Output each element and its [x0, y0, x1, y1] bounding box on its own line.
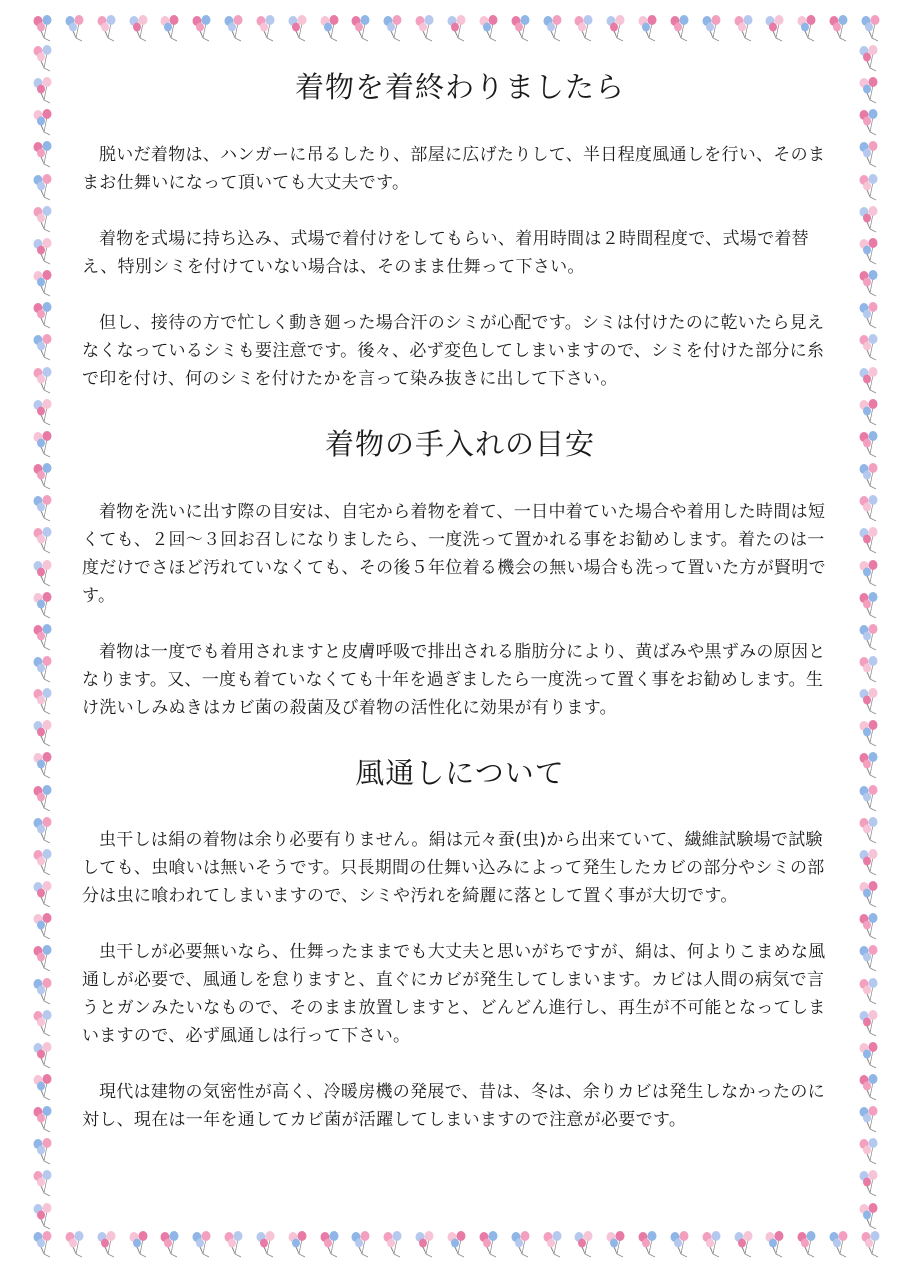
- balloon-bunch-icon: [348, 14, 374, 42]
- balloon-bunch-icon: [856, 462, 882, 490]
- balloon-bunch-icon: [30, 108, 56, 136]
- balloon-bunch-icon: [826, 1230, 852, 1258]
- balloon-bunch-icon: [635, 14, 661, 42]
- balloon-bunch-icon: [603, 14, 629, 42]
- balloon-bunch-icon: [856, 912, 882, 940]
- balloon-bunch-icon: [30, 1041, 56, 1069]
- balloon-bunch-icon: [856, 494, 882, 522]
- balloon-bunch-icon: [285, 1230, 311, 1258]
- balloon-bunch-icon: [30, 719, 56, 747]
- balloon-bunch-icon: [30, 430, 56, 458]
- balloon-bunch-icon: [856, 1137, 882, 1165]
- balloon-bunch-icon: [856, 1105, 882, 1133]
- balloon-bunch-icon: [856, 687, 882, 715]
- paragraph: 現代は建物の気密性が高く、冷暖房機の発展で、昔は、冬は、余りカビは発生しなかったのに対し、現在は一年を通してカビ菌が活躍してしまいますので注意が必要です。: [82, 1082, 825, 1131]
- balloon-bunch-icon: [30, 784, 56, 812]
- paragraph: 但し、接待の方で忙しく動き廻った場合汗のシミが心配です。シミは付けたのに乾いたら見えなくなっているシミも要注意です。後々、必ず変色してしまいますので、シミを付けた部分に糸で印を付け、何のシミを付けたかを言って染み抜きに出して下さい。: [82, 312, 825, 389]
- paragraph: 着物を洗いに出す際の目安は、自宅から着物を着て、一日中着ていた場合や着用した時間は短くても、２回〜３回お召しになりましたら、一度洗って置かれる事をお勧めします。着たのは一度だけでさほど汚れていなくても、その後５年位着る機会の無い場合も洗って置いた方が賢明です。: [82, 501, 826, 606]
- balloon-bunch-icon: [30, 977, 56, 1005]
- balloon-bunch-icon: [856, 76, 882, 104]
- balloon-bunch-icon: [30, 14, 56, 42]
- balloon-bunch-icon: [667, 1230, 693, 1258]
- balloon-bunch-icon: [508, 14, 534, 42]
- balloon-bunch-icon: [856, 1041, 882, 1069]
- paragraph: 脱いだ着物は、ハンガーに吊るしたり、部屋に広げたりして、半日程度風通しを行い、そのままお仕舞いになって頂いても大丈夫です。: [82, 144, 826, 193]
- balloon-bunch-icon: [126, 14, 152, 42]
- balloon-bunch-icon: [571, 14, 597, 42]
- balloon-bunch-icon: [856, 526, 882, 554]
- balloon-bunch-icon: [699, 1230, 725, 1258]
- balloon-bunch-icon: [476, 1230, 502, 1258]
- balloon-bunch-icon: [635, 1230, 661, 1258]
- balloon-bunch-icon: [856, 848, 882, 876]
- balloon-bunch-icon: [30, 301, 56, 329]
- border-left: [30, 44, 60, 1230]
- balloon-bunch-icon: [221, 1230, 247, 1258]
- balloon-bunch-icon: [253, 1230, 279, 1258]
- balloon-bunch-icon: [30, 462, 56, 490]
- balloon-bunch-icon: [858, 1230, 884, 1258]
- balloon-bunch-icon: [30, 655, 56, 683]
- balloon-bunch-icon: [856, 719, 882, 747]
- balloon-bunch-icon: [826, 14, 852, 42]
- balloon-bunch-icon: [762, 14, 788, 42]
- balloon-bunch-icon: [348, 1230, 374, 1258]
- balloon-bunch-icon: [794, 1230, 820, 1258]
- border-top: [30, 14, 884, 44]
- balloon-bunch-icon: [30, 44, 56, 72]
- paragraph: 着物は一度でも着用されますと皮膚呼吸で排出される脂肪分により、黄ばみや黒ずみの原因となります。又、一度も着ていなくても十年を過ぎましたら一度洗って置く事をお勧めします。生け洗いしみぬきはカビ菌の殺菌及び着物の活性化に効果が有ります。: [82, 641, 826, 718]
- balloon-bunch-icon: [856, 559, 882, 587]
- balloon-bunch-icon: [856, 205, 882, 233]
- balloon-bunch-icon: [30, 880, 56, 908]
- balloon-bunch-icon: [856, 751, 882, 779]
- balloon-bunch-icon: [30, 205, 56, 233]
- balloon-bunch-icon: [856, 173, 882, 201]
- balloon-bunch-icon: [317, 1230, 343, 1258]
- border-right: [856, 44, 886, 1230]
- balloon-bunch-icon: [731, 1230, 757, 1258]
- section-title: 着物の手入れの目安: [324, 426, 595, 461]
- balloon-bunch-icon: [30, 687, 56, 715]
- section-title: 風通しについて: [355, 755, 565, 790]
- balloon-bunch-icon: [731, 14, 757, 42]
- balloon-bunch-icon: [30, 848, 56, 876]
- balloon-bunch-icon: [858, 14, 884, 42]
- balloon-bunch-icon: [856, 880, 882, 908]
- balloon-bunch-icon: [30, 173, 56, 201]
- balloon-bunch-icon: [856, 591, 882, 619]
- balloon-bunch-icon: [540, 1230, 566, 1258]
- balloon-bunch-icon: [856, 108, 882, 136]
- balloon-bunch-icon: [30, 816, 56, 844]
- paragraph: 虫干しが必要無いなら、仕舞ったままでも大丈夫と思いがちですが、絹は、何よりこまめな風通しが必要で、風通しを怠りますと、直ぐにカビが発生してしまいます。カビは人間の病気で言うとガンみたいなもので、そのまま放置しますと、どんどん進行し、再生が不可能となってしまいますので、必ず風通しは行って下さい。: [82, 942, 826, 1047]
- balloon-bunch-icon: [30, 237, 56, 265]
- balloon-bunch-icon: [30, 1230, 56, 1258]
- balloon-bunch-icon: [30, 76, 56, 104]
- balloon-bunch-icon: [540, 14, 566, 42]
- balloon-bunch-icon: [157, 1230, 183, 1258]
- balloon-bunch-icon: [444, 14, 470, 42]
- balloon-bunch-icon: [30, 944, 56, 972]
- section-care-guideline: [82, 427, 838, 722]
- balloon-bunch-icon: [285, 14, 311, 42]
- balloon-bunch-icon: [30, 1009, 56, 1037]
- balloon-bunch-icon: [30, 1202, 56, 1230]
- balloon-bunch-icon: [30, 269, 56, 297]
- balloon-bunch-icon: [508, 1230, 534, 1258]
- balloon-bunch-icon: [699, 14, 725, 42]
- section-ventilation: [82, 756, 838, 1135]
- balloon-bunch-icon: [30, 1169, 56, 1197]
- balloon-bunch-icon: [856, 333, 882, 361]
- balloon-bunch-icon: [856, 44, 882, 72]
- section-title: 着物を着終わりましたら: [294, 70, 625, 104]
- balloon-bunch-icon: [30, 526, 56, 554]
- balloon-bunch-icon: [856, 269, 882, 297]
- balloon-bunch-icon: [856, 237, 882, 265]
- balloon-bunch-icon: [30, 559, 56, 587]
- balloon-bunch-icon: [794, 14, 820, 42]
- balloon-bunch-icon: [30, 398, 56, 426]
- balloon-bunch-icon: [30, 494, 56, 522]
- document-body: [82, 70, 838, 1134]
- balloon-bunch-icon: [856, 1202, 882, 1230]
- balloon-bunch-icon: [126, 1230, 152, 1258]
- balloon-bunch-icon: [856, 784, 882, 812]
- balloon-bunch-icon: [603, 1230, 629, 1258]
- balloon-bunch-icon: [444, 1230, 470, 1258]
- balloon-bunch-icon: [30, 1105, 56, 1133]
- balloon-bunch-icon: [856, 623, 882, 651]
- balloon-bunch-icon: [571, 1230, 597, 1258]
- balloon-bunch-icon: [856, 977, 882, 1005]
- balloon-bunch-icon: [856, 430, 882, 458]
- balloon-bunch-icon: [30, 1137, 56, 1165]
- balloon-bunch-icon: [221, 14, 247, 42]
- paragraph: 虫干しは絹の着物は余り必要有りません。絹は元々蚕(虫)から出来ていて、繊維試験場で試験しても、虫喰いは無いそうです。只長期間の仕舞い込みによって発生したカビの部分やシミの部分は虫に喰われてしまいますので、シミや汚れを綺麗に落として置く事が大切です。: [82, 830, 825, 907]
- balloon-bunch-icon: [189, 14, 215, 42]
- balloon-bunch-icon: [30, 591, 56, 619]
- balloon-bunch-icon: [856, 944, 882, 972]
- balloon-bunch-icon: [30, 751, 56, 779]
- balloon-bunch-icon: [856, 655, 882, 683]
- balloon-bunch-icon: [30, 912, 56, 940]
- section-after-wearing: [82, 70, 838, 393]
- balloon-bunch-icon: [30, 140, 56, 168]
- balloon-bunch-icon: [856, 301, 882, 329]
- balloon-bunch-icon: [317, 14, 343, 42]
- balloon-bunch-icon: [94, 1230, 120, 1258]
- border-bottom: [30, 1230, 884, 1260]
- paragraph: 着物を式場に持ち込み、式場で着付けをしてもらい、着用時間は２時間程度で、式場で着替え、特別シミを付けていない場合は、そのまま仕舞って下さい。: [82, 228, 809, 277]
- balloon-bunch-icon: [380, 1230, 406, 1258]
- balloon-bunch-icon: [94, 14, 120, 42]
- balloon-bunch-icon: [762, 1230, 788, 1258]
- balloon-bunch-icon: [856, 398, 882, 426]
- balloon-bunch-icon: [856, 1073, 882, 1101]
- balloon-bunch-icon: [30, 1073, 56, 1101]
- balloon-bunch-icon: [62, 1230, 88, 1258]
- balloon-bunch-icon: [380, 14, 406, 42]
- balloon-bunch-icon: [412, 14, 438, 42]
- balloon-bunch-icon: [856, 140, 882, 168]
- balloon-bunch-icon: [30, 623, 56, 651]
- balloon-bunch-icon: [157, 14, 183, 42]
- balloon-bunch-icon: [476, 14, 502, 42]
- balloon-bunch-icon: [856, 366, 882, 394]
- balloon-bunch-icon: [253, 14, 279, 42]
- balloon-bunch-icon: [189, 1230, 215, 1258]
- balloon-bunch-icon: [62, 14, 88, 42]
- balloon-bunch-icon: [856, 816, 882, 844]
- balloon-bunch-icon: [856, 1009, 882, 1037]
- balloon-bunch-icon: [30, 333, 56, 361]
- balloon-bunch-icon: [30, 366, 56, 394]
- balloon-bunch-icon: [412, 1230, 438, 1258]
- balloon-bunch-icon: [856, 1169, 882, 1197]
- balloon-bunch-icon: [667, 14, 693, 42]
